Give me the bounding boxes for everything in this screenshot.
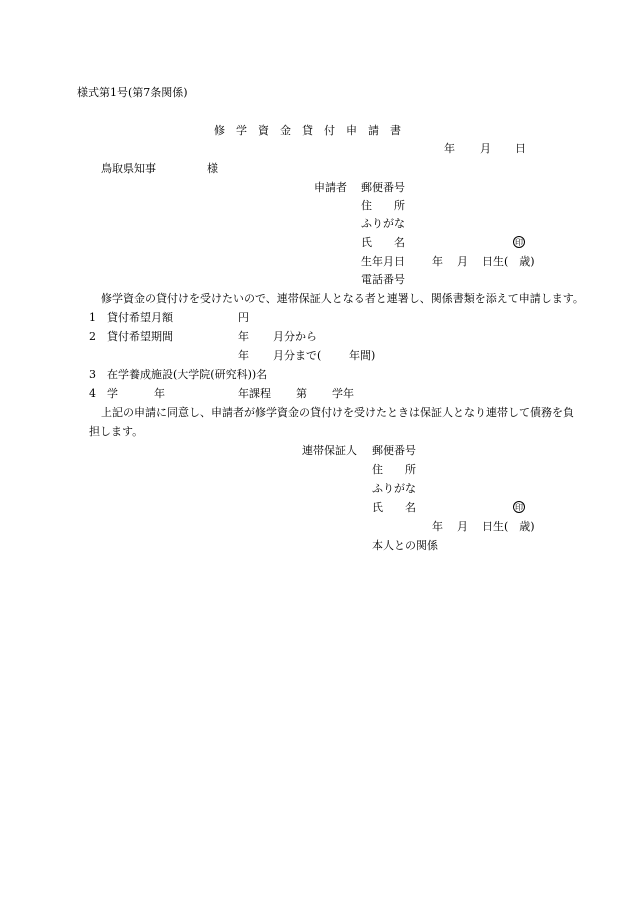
applicant-name-label: 氏 名 bbox=[361, 236, 405, 249]
applicant-postal-code-label: 郵便番号 bbox=[361, 181, 405, 194]
item2-to-month: 月分まで( bbox=[273, 349, 322, 362]
item2-label: 貸付希望期間 bbox=[107, 330, 173, 343]
guarantor-seal-icon: 印 bbox=[515, 503, 523, 512]
item2-from-month: 月分から bbox=[273, 330, 317, 343]
applicant-birth-label: 生年月日 bbox=[361, 255, 405, 268]
guarantor-birth-day-age: 日生( 歳) bbox=[482, 520, 535, 533]
item4-dai: 第 bbox=[296, 387, 307, 400]
item1-unit: 円 bbox=[238, 311, 249, 324]
consent-text-line1: 上記の申請に同意し、申請者が修学資金の貸付けを受けたときは保証人となり連帯して債務を負 bbox=[101, 406, 574, 419]
item3-number: 3 bbox=[89, 368, 96, 381]
item4-year: 年 bbox=[154, 387, 165, 400]
intro-text: 修学資金の貸付けを受けたいので、連帯保証人となる者と連署し、関係書類を添えて申請します。 bbox=[101, 292, 584, 305]
guarantor-birth-year-label: 年 bbox=[432, 520, 443, 533]
date-day-label: 日 bbox=[515, 142, 526, 155]
page-title: 修 学 資 金 貸 付 申 請 書 bbox=[214, 124, 401, 137]
applicant-birth-month-label: 月 bbox=[457, 255, 468, 268]
guarantor-label: 連帯保証人 bbox=[302, 444, 357, 457]
guarantor-relation-label: 本人との関係 bbox=[372, 539, 438, 552]
item1-number: 1 bbox=[89, 311, 96, 324]
item2-from-year: 年 bbox=[238, 330, 249, 343]
item2-years: 年間) bbox=[349, 349, 376, 362]
item4-course: 年課程 bbox=[238, 387, 271, 400]
item2-to-year: 年 bbox=[238, 349, 249, 362]
form-number: 様式第1号(第7条関係) bbox=[77, 86, 188, 99]
item4-label: 学 bbox=[107, 387, 118, 400]
applicant-address-label: 住 所 bbox=[361, 199, 405, 212]
item1-label: 貸付希望月額 bbox=[107, 311, 173, 324]
guarantor-postal-code-label: 郵便番号 bbox=[372, 444, 416, 457]
addressee: 鳥取県知事 bbox=[101, 162, 156, 175]
item4-grade: 学年 bbox=[332, 387, 354, 400]
applicant-label: 申請者 bbox=[314, 181, 347, 194]
date-month-label: 月 bbox=[480, 142, 491, 155]
item2-number: 2 bbox=[89, 330, 96, 343]
date-year-label: 年 bbox=[444, 142, 455, 155]
applicant-birth-day-age: 日生( 歳) bbox=[482, 255, 535, 268]
consent-text-line2: 担します。 bbox=[89, 425, 144, 438]
guarantor-address-label: 住 所 bbox=[372, 463, 416, 476]
guarantor-furigana-label: ふりがな bbox=[372, 482, 416, 495]
guarantor-birth-month-label: 月 bbox=[457, 520, 468, 533]
addressee-honorific: 様 bbox=[207, 162, 218, 175]
guarantor-name-label: 氏 名 bbox=[372, 501, 416, 514]
item3-label: 在学養成施設(大学院(研究科))名 bbox=[107, 368, 268, 381]
applicant-phone-label: 電話番号 bbox=[361, 273, 405, 286]
applicant-seal-icon: 印 bbox=[515, 238, 523, 247]
item4-number: 4 bbox=[89, 387, 96, 400]
applicant-furigana-label: ふりがな bbox=[361, 217, 405, 230]
applicant-birth-year-label: 年 bbox=[432, 255, 443, 268]
